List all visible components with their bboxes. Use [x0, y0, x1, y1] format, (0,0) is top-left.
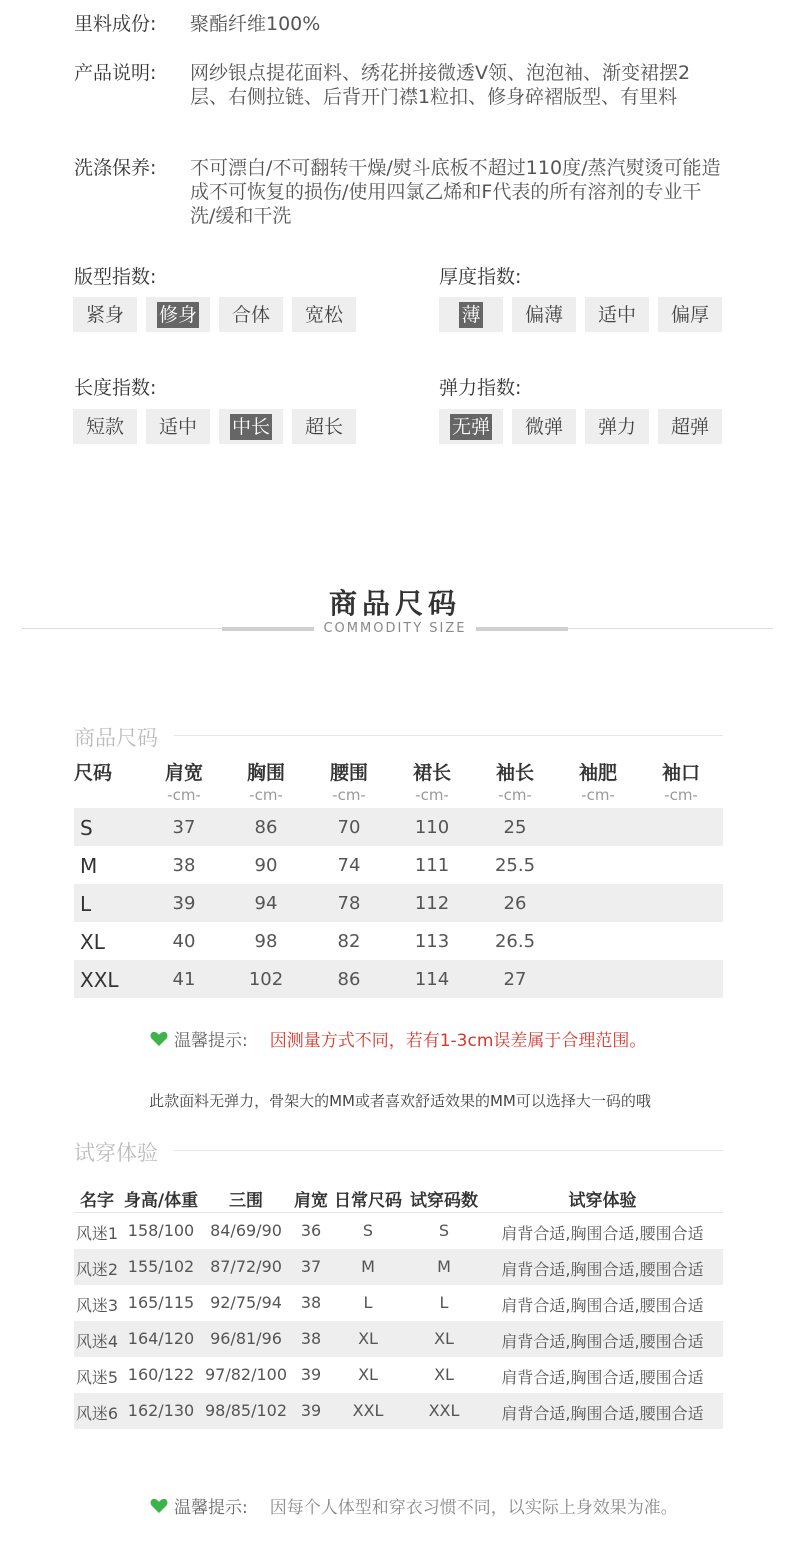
header-label: 袖肥 [578, 762, 617, 784]
elasticity-index-title: 弹力指数: [439, 377, 522, 399]
thickness-option-selected [439, 297, 503, 332]
measurement-tip [150, 1026, 646, 1051]
elasticity-option [512, 409, 576, 444]
tip-text: 因测量方式不同，若有1-3cm误差属于合理范围。 [269, 1031, 647, 1051]
bust-cell: 86 [254, 817, 278, 838]
tip-label: 温馨提示: [174, 1498, 248, 1518]
header-label: 袖长 [495, 762, 534, 784]
table-row [74, 922, 723, 960]
waist-cell: 86 [337, 969, 361, 990]
header-label: 袖口 [661, 762, 700, 784]
elasticity-option-label: 微弹 [524, 415, 563, 438]
shoulder-cell: 40 [172, 931, 196, 952]
height-weight-cell: 158/100 [127, 1221, 195, 1240]
thickness-option-label: 偏厚 [670, 303, 709, 326]
header-unit: -cm- [498, 786, 532, 804]
thickness-option-label: 偏薄 [524, 303, 563, 326]
name-cell: 风迷5 [75, 1368, 119, 1387]
section-title: 商品尺码 [328, 587, 461, 620]
size-table-title-rule [174, 735, 723, 736]
fit-option-label: 紧身 [85, 303, 124, 326]
fit-option-label: 宽松 [304, 303, 343, 326]
header-label: 名字 [80, 1191, 114, 1211]
header-cell [392, 760, 472, 803]
size-cell: XXL [80, 968, 119, 992]
thickness-index-title: 厚度指数: [439, 266, 522, 288]
header-label: 肩宽 [164, 762, 203, 784]
table-row [74, 960, 723, 998]
elasticity-option [585, 409, 649, 444]
elasticity-option-label: 超弹 [670, 415, 709, 438]
sleeve-length-cell: 26 [503, 893, 527, 914]
shoulder-cell: 37 [172, 817, 196, 838]
length-option-selected [219, 409, 283, 444]
info-row-description [74, 61, 724, 109]
info-key: 里料成份: [74, 13, 157, 35]
length-option [146, 409, 210, 444]
length-option-label: 适中 [158, 415, 197, 438]
shoulder-cell: 37 [300, 1257, 322, 1276]
table-row [74, 1321, 723, 1357]
shoulder-cell: 36 [300, 1221, 322, 1240]
shoulder-cell: 38 [172, 855, 196, 876]
sleeve-length-cell: 26.5 [494, 931, 536, 952]
header-label: 日常尺码 [334, 1191, 402, 1211]
header-cell [558, 760, 638, 803]
tried-size-cell: L [439, 1293, 449, 1312]
header-label: 胸围 [246, 762, 285, 784]
waist-cell: 82 [337, 931, 361, 952]
tip-label: 温馨提示: [174, 1031, 248, 1051]
section-subtitle: COMMODITY SIZE [323, 621, 467, 636]
skirt-length-cell: 110 [414, 817, 450, 838]
size-table-header [74, 760, 723, 808]
fabric-note: 此款面料无弹力，骨架大的MM或者喜欢舒适效果的MM可以选择大一码的哦 [149, 1092, 651, 1110]
height-weight-cell: 160/122 [127, 1365, 195, 1384]
sleeve-length-cell: 25.5 [494, 855, 536, 876]
name-cell: 风迷1 [75, 1224, 119, 1243]
fit-option-label: 修身 [158, 303, 197, 326]
experience-cell: 肩背合适,胸围合适,腰围合适 [501, 1260, 704, 1279]
header-unit: -cm- [581, 786, 615, 804]
measurements-cell: 92/75/94 [210, 1293, 282, 1312]
header-label: 肩宽 [294, 1191, 328, 1211]
elasticity-option-label: 无弹 [451, 415, 490, 438]
thickness-option-label: 适中 [597, 303, 636, 326]
length-option-label: 中长 [231, 415, 270, 438]
header-cell [641, 760, 721, 803]
skirt-length-cell: 114 [414, 969, 450, 990]
skirt-length-cell: 111 [414, 855, 450, 876]
size-cell: M [80, 854, 98, 878]
tryon-table-title: 试穿体验 [74, 1141, 158, 1165]
name-cell: 风迷6 [75, 1404, 119, 1423]
height-weight-cell: 155/102 [127, 1257, 195, 1276]
elasticity-option-label: 弹力 [597, 415, 636, 438]
length-option [292, 409, 356, 444]
tried-size-cell: S [438, 1221, 450, 1240]
usual-size-cell: L [363, 1293, 373, 1312]
info-key: 产品说明: [74, 62, 157, 84]
measurements-cell: 97/82/100 [204, 1365, 288, 1384]
sleeve-length-cell: 27 [503, 969, 527, 990]
usual-size-cell: M [361, 1257, 375, 1276]
waist-cell: 74 [337, 855, 361, 876]
size-cell: S [80, 816, 93, 840]
info-key: 洗涤保养: [74, 157, 157, 179]
header-label: 裙长 [412, 762, 451, 784]
usual-size-cell: XL [358, 1329, 378, 1348]
name-cell: 风迷2 [75, 1260, 119, 1279]
bust-cell: 94 [254, 893, 278, 914]
header-cell [144, 760, 224, 803]
experience-cell: 肩背合适,胸围合适,腰围合适 [501, 1224, 704, 1243]
elasticity-option-selected [439, 409, 503, 444]
measurements-cell: 84/69/90 [210, 1221, 282, 1240]
tryon-table-header [74, 1182, 723, 1212]
info-row-care [74, 156, 724, 228]
table-row [74, 1357, 723, 1393]
fit-tip [150, 1493, 678, 1518]
skirt-length-cell: 112 [414, 893, 450, 914]
heart-icon [150, 1031, 168, 1047]
name-cell: 风迷4 [75, 1332, 119, 1351]
thickness-index-options [439, 297, 722, 332]
measurements-cell: 96/81/96 [210, 1329, 282, 1348]
shoulder-cell: 41 [172, 969, 196, 990]
shoulder-cell: 38 [300, 1293, 322, 1312]
experience-cell: 肩背合适,胸围合适,腰围合适 [501, 1296, 704, 1315]
fit-index-options [73, 297, 356, 332]
header-label: 三围 [229, 1191, 263, 1211]
shoulder-cell: 39 [300, 1365, 322, 1384]
usual-size-cell: S [362, 1221, 374, 1240]
length-option-label: 超长 [304, 415, 343, 438]
bust-cell: 98 [254, 931, 278, 952]
elasticity-option [658, 409, 722, 444]
height-weight-cell: 164/120 [127, 1329, 195, 1348]
shoulder-cell: 39 [300, 1401, 322, 1420]
tried-size-cell: XL [434, 1329, 454, 1348]
table-row [74, 1213, 723, 1249]
info-row-lining [74, 12, 724, 36]
header-cell [475, 760, 555, 803]
sleeve-length-cell: 25 [503, 817, 527, 838]
bust-cell: 90 [254, 855, 278, 876]
height-weight-cell: 162/130 [127, 1401, 195, 1420]
size-table-title: 商品尺码 [74, 726, 158, 750]
section-divider-right [568, 628, 773, 629]
table-row [74, 884, 723, 922]
usual-size-cell: XXL [352, 1401, 384, 1420]
skirt-length-cell: 113 [414, 931, 450, 952]
thickness-option [658, 297, 722, 332]
fit-option-selected [146, 297, 210, 332]
thickness-option [512, 297, 576, 332]
tried-size-cell: XXL [428, 1401, 460, 1420]
measurements-cell: 87/72/90 [210, 1257, 282, 1276]
table-row [74, 846, 723, 884]
fit-option [292, 297, 356, 332]
shoulder-cell: 39 [172, 893, 196, 914]
size-cell: XL [80, 930, 105, 954]
header-cell [74, 760, 154, 786]
header-label: 身高/体重 [123, 1191, 199, 1211]
size-cell: L [80, 892, 92, 916]
fit-index-title: 版型指数: [74, 266, 157, 288]
info-value: 网纱银点提花面料、绣花拼接微透V领、泡泡袖、渐变裙摆2层、右侧拉链、后背开门襟1粒扣、修身碎褶版型、有里料 [190, 62, 691, 108]
header-unit: -cm- [415, 786, 449, 804]
experience-cell: 肩背合适,胸围合适,腰围合适 [501, 1332, 704, 1351]
header-unit: -cm- [249, 786, 283, 804]
length-index-options [73, 409, 356, 444]
tried-size-cell: M [437, 1257, 451, 1276]
shoulder-cell: 38 [300, 1329, 322, 1348]
fit-option [219, 297, 283, 332]
elasticity-index-options [439, 409, 722, 444]
header-label: 试穿码数 [410, 1191, 478, 1211]
experience-cell: 肩背合适,胸围合适,腰围合适 [501, 1404, 704, 1423]
header-label: 试穿体验 [568, 1191, 637, 1211]
info-value: 聚酯纤维100% [190, 13, 321, 35]
height-weight-cell: 165/115 [127, 1293, 195, 1312]
header-label: 腰围 [329, 762, 368, 784]
waist-cell: 78 [337, 893, 361, 914]
waist-cell: 70 [337, 817, 361, 838]
header-unit: -cm- [664, 786, 698, 804]
header-cell [309, 760, 389, 803]
table-row [74, 1285, 723, 1321]
header-label: 尺码 [74, 762, 113, 784]
measurements-cell: 98/85/102 [204, 1401, 288, 1420]
bust-cell: 102 [248, 969, 284, 990]
length-index-title: 长度指数: [74, 377, 157, 399]
header-unit: -cm- [332, 786, 366, 804]
thickness-option [585, 297, 649, 332]
length-option-label: 短款 [85, 415, 124, 438]
table-row [74, 1393, 723, 1429]
table-row [74, 808, 723, 846]
tryon-table-title-rule [174, 1150, 723, 1151]
thickness-option-label: 薄 [461, 303, 481, 326]
tried-size-cell: XL [434, 1365, 454, 1384]
tip-text: 因每个人体型和穿衣习惯不同，以实际上身效果为准。 [269, 1498, 678, 1518]
name-cell: 风迷3 [75, 1296, 119, 1315]
info-value: 不可漂白/不可翻转干燥/熨斗底板不超过110度/蒸汽熨烫可能造成不可恢复的损伤/使用四氯乙烯和F代表的所有溶剂的专业干洗/缓和干洗 [190, 157, 721, 227]
length-option [73, 409, 137, 444]
section-bar-right [476, 627, 568, 631]
fit-option [73, 297, 137, 332]
fit-option-label: 合体 [231, 303, 270, 326]
experience-cell: 肩背合适,胸围合适,腰围合适 [501, 1368, 704, 1387]
header-unit: -cm- [167, 786, 201, 804]
usual-size-cell: XL [358, 1365, 378, 1384]
header-cell [226, 760, 306, 803]
table-row [74, 1249, 723, 1285]
heart-icon [150, 1498, 168, 1514]
